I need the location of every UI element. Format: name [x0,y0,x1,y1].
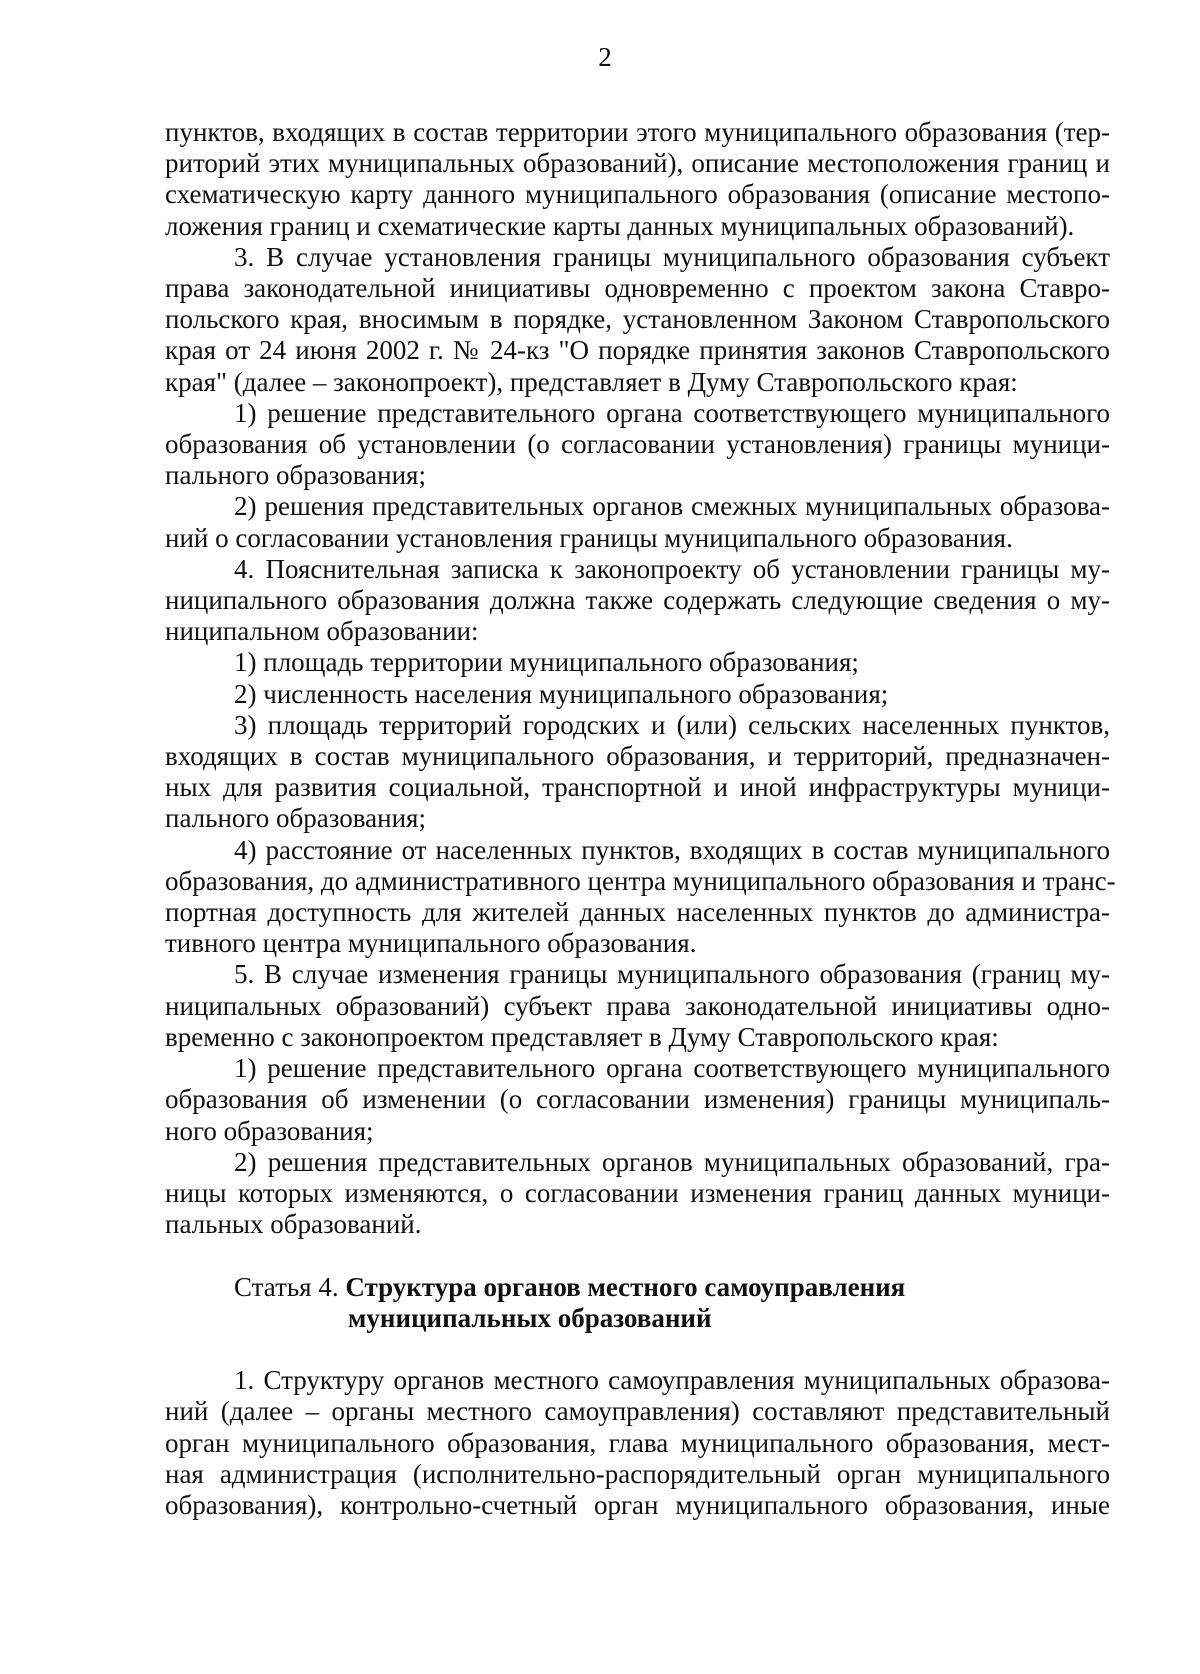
text-line: входящих в состав муниципального образования, и территорий, предназначен- [165,741,1110,772]
spacer [165,1334,1110,1365]
text-line: образования, до административного центра муниципального образования и транс- [165,865,1116,896]
text-line: ниципального образования должна также содержать следующие сведения о му- [165,585,1110,616]
subitem-line: 1) решение представительного органа соответствующего муниципального [234,1053,1110,1084]
article-heading [165,1272,1110,1303]
subitem-line: 1) площадь территории муниципального образования; [234,647,859,678]
text-line: пальных образований. [165,1209,422,1240]
document-body [165,117,1116,1521]
text-line: ниципальных образований) субъект права законодательной инициативы одно- [165,990,1110,1021]
text-line: риторий этих муниципальных образований), описание местоположения границ и [165,148,1110,179]
subitem-line: 2) решения представительных органов смежных муниципальных образова- [234,491,1110,522]
page-number: 2 [598,42,612,72]
text-line: ницы которых изменяются, о согласовании изменения границ данных муници- [165,1177,1110,1208]
paragraph-3-line: 3. В случае установления границы муниципального образования субъект [234,241,1110,272]
paragraph-4-line: 4. Пояснительная записка к законопроекту об установлении границы му- [234,553,1110,584]
text-line: права законодательной инициативы одновременно с проектом закона Ставро- [165,273,1110,304]
text-line: ний (далее – органы местного самоуправления) составляют представительный [165,1396,1110,1427]
text-line: схематическую карту данного муниципального образования (описание местопо- [165,179,1110,210]
paragraph-5-line: 5. В случае изменения границы муниципального образования (границ му- [234,959,1110,990]
article-prefix: Статья 4. [234,1271,346,1302]
text-line: ложения границ и схематические карты данных муниципальных образований). [165,210,1075,241]
article-paragraph-line: 1. Структуру органов местного самоуправления муниципальных образова- [234,1365,1110,1396]
article-title-line1: Структура органов местного самоуправления [345,1271,906,1302]
text-line: края от 24 июня 2002 г. № 24-кз "О порядке принятия законов Ставропольского [165,335,1110,366]
text-line: образования), контрольно-счетный орган муниципального образования, иные [165,1489,1110,1520]
text-line: ная администрация (исполнительно-распорядительный орган муниципального [165,1458,1110,1489]
article-heading-continued [165,1303,1110,1334]
subitem-line: 2) численность населения муниципального образования; [234,678,889,709]
text-line: образования об изменении (о согласовании изменения) границы муниципаль- [165,1084,1110,1115]
text-line: пального образования; [165,803,426,834]
subitem-line: 2) решения представительных органов муниципальных образований, гра- [234,1146,1110,1177]
text-line: польского края, вносимым в порядке, установленном Законом Ставропольского [165,304,1110,335]
text-line: пунктов, входящих в состав территории этого муниципального образования (тер- [165,117,1110,147]
text-line: орган муниципального образования, глава муниципального образования, мест- [165,1427,1110,1458]
text-line: края" (далее – законопроект), представляет в Думу Ставропольского края: [165,366,1018,397]
text-line: пального образования; [165,460,426,491]
text-line: ниципальном образовании: [165,616,479,647]
text-line: образования об установлении (о согласовании установления) границы муници- [165,429,1110,460]
text-line: временно с законопроектом представляет в Думу Ставропольского края: [165,1021,999,1052]
subitem-line: 3) площадь территорий городских и (или) сельских населенных пунктов, [234,709,1110,740]
text-line: тивного центра муниципального образования. [165,928,697,959]
subitem-line: 1) решение представительного органа соответствующего муниципального [234,397,1110,428]
text-line: ний о согласовании установления границы муниципального образования. [165,522,1013,553]
article-title-line2: муниципальных образований [348,1302,712,1333]
subitem-line: 4) расстояние от населенных пунктов, входящих в состав муниципального [234,834,1110,865]
text-line: портная доступность для жителей данных населенных пунктов до администра- [165,897,1110,928]
spacer [165,1240,1110,1271]
text-line: ных для развития социальной, транспортной и иной инфраструктуры муници- [165,772,1110,803]
text-line: ного образования; [165,1115,374,1146]
